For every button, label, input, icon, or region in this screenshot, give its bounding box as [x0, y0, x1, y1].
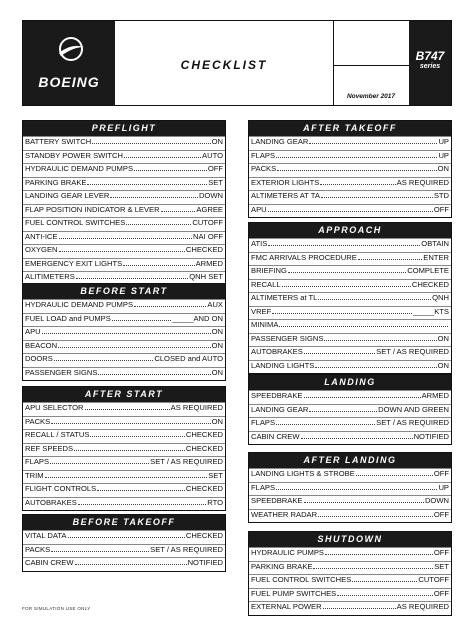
checklist-response: OFF [433, 204, 449, 214]
leader-dots [76, 272, 188, 279]
leader-dots [161, 205, 196, 212]
checklist-item: AUTOBRAKES [251, 347, 303, 356]
leader-dots [272, 307, 412, 314]
leader-dots [50, 457, 149, 464]
checklist-item: CABIN CREW [251, 431, 300, 441]
checklist-item: PARKING BRAKE [251, 561, 313, 571]
leader-dots [74, 444, 185, 451]
leader-dots [42, 327, 211, 334]
section-title: AFTER LANDING [249, 453, 451, 468]
checklist-item: PACKS [25, 544, 51, 554]
leader-dots [124, 151, 201, 158]
leader-dots [68, 531, 185, 538]
checklist-response: NOTIFIED [187, 558, 223, 567]
checklist-row [249, 417, 451, 431]
checklist-row [23, 367, 225, 381]
checklist-row [23, 326, 225, 340]
checklist-row [249, 561, 451, 575]
leader-dots [51, 545, 149, 552]
checklist-row [23, 244, 225, 258]
checklist-response: AUTO [202, 150, 223, 160]
checklist-row [249, 547, 451, 561]
leader-dots [134, 300, 206, 307]
checklist-item: ALTIMETERS AT TA [251, 191, 320, 200]
checklist-item: VREF [251, 306, 272, 316]
boeing-emblem-icon [57, 35, 85, 63]
leader-dots [51, 417, 210, 424]
checklist-row [23, 557, 225, 571]
checklist-item: ALITIMETERS [25, 272, 75, 281]
checklist-response: AS REQUIRED [396, 602, 449, 611]
footer-note: FOR SIMULATION USE ONLY [22, 606, 91, 611]
leader-dots [87, 178, 207, 185]
checklist-response: ARMED [195, 258, 223, 268]
leader-dots [304, 347, 375, 354]
checklist-response: SET [208, 470, 223, 480]
checklist-row [249, 190, 451, 204]
leader-dots [304, 391, 421, 398]
checklist-item: LANDING GEAR [251, 137, 309, 146]
checklist-response: CUTOFF [192, 218, 223, 227]
leader-dots [276, 151, 437, 158]
checklist-item: LANDING GEAR [251, 404, 309, 414]
leader-dots [268, 205, 433, 212]
checklist-item: OXYGEN [25, 245, 58, 254]
checklist-row [23, 150, 225, 164]
leader-dots [90, 430, 184, 437]
checklist-row [249, 163, 451, 177]
checklist-response: QNH SET [189, 272, 223, 281]
checklist-response: SET / AS REQUIRED [376, 347, 449, 356]
checklist-row [23, 530, 225, 544]
checklist-item: FLAPS [251, 482, 276, 492]
checklist-item: FLIGHT CONTROLS [25, 484, 97, 493]
checklist-item: PASSENGER SIGNS [25, 367, 98, 377]
leader-dots [78, 498, 206, 505]
checklist-item: HYDRAULIC DEMAND PUMPS [25, 164, 134, 173]
leader-dots [309, 405, 377, 412]
checklist-response: DOWN AND GREEN [378, 404, 449, 414]
checklist-row [23, 402, 225, 416]
leader-dots [134, 164, 207, 171]
checklist-response: RTO [207, 497, 223, 507]
brand-name: BOEING [38, 74, 100, 90]
checklist-response: OFF [207, 164, 223, 173]
leader-dots [279, 320, 448, 327]
checklist-row [23, 429, 225, 443]
divider [333, 65, 409, 66]
checklist-item: ALTIMETERS at TL [251, 293, 318, 302]
leader-dots [320, 178, 395, 185]
checklist-row [23, 204, 225, 218]
checklist-row [23, 416, 225, 430]
checklist-response: ON [437, 360, 449, 370]
leader-dots [315, 361, 436, 368]
section-after-takeoff [248, 120, 452, 218]
aircraft-model: B747 [415, 49, 445, 63]
checklist-response: OFF [433, 588, 449, 598]
checklist-row [249, 319, 451, 333]
checklist-response: AGREE [196, 204, 223, 214]
checklist-row [249, 306, 451, 320]
leader-dots [325, 548, 433, 555]
aircraft-series: series [419, 63, 441, 70]
checklist-item: BEACON [25, 340, 58, 350]
checklist-item: HYDRAULIC PUMPS [251, 548, 324, 557]
checklist-response: STD [433, 191, 449, 200]
checklist-response: UP [438, 482, 449, 492]
checklist-item: ANTI-ICE [25, 231, 58, 241]
leader-dots [318, 510, 433, 517]
checklist-response: OFF [433, 548, 449, 557]
checklist-item: WEATHER RADAR [251, 509, 318, 519]
checklist-item: EMERGENCY EXIT LIGHTS [25, 258, 123, 268]
checklist-item: LANDING LIGHTS & STROBE [251, 469, 355, 478]
page-title: CHECKLIST [180, 58, 268, 72]
checklist-response: ON [211, 340, 223, 350]
leader-dots [54, 354, 153, 361]
checklist-response: CHECKED [185, 531, 223, 540]
checklist-row [249, 468, 451, 482]
checklist-item: PARKING BRAKE [25, 177, 87, 187]
checklist-response: OFF [433, 509, 449, 519]
checklist-item: APU [25, 327, 41, 336]
checklist-row [249, 588, 451, 602]
checklist-row [249, 431, 451, 445]
checklist-response: CHECKED [185, 245, 223, 254]
checklist-row [23, 177, 225, 191]
checklist-item: LANDING GEAR LEVER [25, 191, 110, 200]
aircraft-model-box [409, 21, 451, 105]
leader-dots [123, 259, 194, 266]
checklist-row [23, 456, 225, 470]
divider [333, 21, 334, 105]
checklist-response: NAI OFF [193, 231, 223, 241]
leader-dots [98, 368, 210, 375]
checklist-response: UP [438, 150, 449, 160]
checklist-item: STANDBY POWER SWITCH [25, 150, 124, 160]
checklist-response: ON [211, 416, 223, 426]
checklist-response: ARMED [421, 391, 449, 400]
section-preflight [22, 120, 226, 286]
leader-dots [59, 232, 193, 239]
checklist-row [249, 279, 451, 293]
checklist-item: FMC ARRIVALS PROCEDURE [251, 252, 357, 262]
section-after-start [22, 386, 226, 511]
checklist-response: ON [211, 367, 223, 377]
checklist-response: SET / AS REQUIRED [376, 418, 449, 427]
checklist-item: BRIEFING [251, 266, 287, 275]
checklist-item: REF SPEEDS [25, 443, 74, 453]
checklist-row [23, 258, 225, 272]
checklist-item: SPEEDBRAKE [251, 391, 303, 400]
checklist-row [249, 150, 451, 164]
checklist-item: AUTOBRAKES [25, 497, 77, 507]
checklist-row [23, 340, 225, 354]
leader-dots [126, 218, 191, 225]
checklist-row [23, 136, 225, 150]
checklist-row [23, 163, 225, 177]
checklist-row [249, 574, 451, 588]
checklist-row [249, 346, 451, 360]
checklist-response: CHECKED [185, 430, 223, 439]
checklist-item: FLAPS [25, 457, 50, 466]
checklist-response: CHECKED [411, 279, 449, 289]
checklist-response: COMPLETE [407, 266, 449, 275]
leader-dots [313, 562, 433, 569]
leader-dots [358, 253, 422, 260]
leader-dots [110, 191, 198, 198]
revision-date: November 2017 [346, 93, 396, 100]
checklist-item: FLAP POSITION INDICATOR & LEVER [25, 204, 160, 214]
leader-dots [59, 245, 185, 252]
checklist-row [249, 601, 451, 615]
checklist-response: OFF [433, 469, 449, 478]
checklist-item: TRIM [25, 470, 44, 480]
leader-dots [356, 469, 433, 476]
checklist-row [249, 509, 451, 523]
leader-dots [301, 432, 413, 439]
checklist-item: RECALL [251, 279, 281, 289]
checklist-response: DOWN [198, 191, 223, 200]
checklist-response: ON [211, 327, 223, 336]
checklist-item: SPEEDBRAKE [251, 496, 303, 505]
leader-dots [75, 558, 187, 565]
checklist-item: PACKS [251, 164, 277, 173]
checklist-item: MINIMA [251, 320, 279, 329]
checklist-row [249, 390, 451, 404]
checklist-row [249, 136, 451, 150]
checklist-row [23, 231, 225, 245]
checklist-item: APU [251, 204, 267, 214]
section-title: LANDING [249, 375, 451, 390]
leader-dots [321, 191, 433, 198]
leader-dots [112, 314, 172, 321]
section-before-takeoff [22, 514, 226, 572]
checklist-response: ON [437, 333, 449, 343]
leader-dots [337, 589, 433, 596]
leader-dots [92, 137, 210, 144]
checklist-row [23, 313, 225, 327]
leader-dots [324, 334, 436, 341]
checklist-response: DOWN [424, 496, 449, 505]
checklist-row [249, 292, 451, 306]
checklist-item: PACKS [25, 416, 51, 426]
checklist-response: ENTER [423, 252, 449, 262]
checklist-row [23, 299, 225, 313]
checklist-row [23, 544, 225, 558]
checklist-item: PASSENGER SIGNS [251, 333, 324, 343]
checklist-response: _____AND ON [172, 313, 223, 323]
checklist-item: VITAL DATA [25, 531, 67, 540]
section-landing [248, 374, 452, 445]
leader-dots [97, 484, 185, 491]
checklist-item: FUEL CONTROL SWITCHES [25, 218, 126, 227]
checklist-response: SET [208, 177, 223, 187]
checklist-item: CABIN CREW [25, 558, 74, 567]
checklist-response: ON [211, 137, 223, 146]
checklist-row [249, 482, 451, 496]
checklist-row [23, 483, 225, 497]
section-approach [248, 222, 452, 374]
leader-dots [323, 602, 396, 609]
leader-dots [45, 471, 208, 478]
checklist-item: FLAPS [251, 150, 276, 160]
checklist-row [249, 252, 451, 266]
leader-dots [288, 266, 406, 273]
checklist-row [249, 265, 451, 279]
section-title: BEFORE START [23, 284, 225, 299]
checklist-response: _____KTS [413, 306, 449, 316]
leader-dots [58, 341, 211, 348]
leader-dots [304, 496, 424, 503]
boeing-logo [23, 21, 115, 105]
checklist-row [23, 497, 225, 511]
checklist-item: EXTERIOR LIGHTS [251, 177, 320, 187]
leader-dots [276, 483, 437, 490]
checklist-row [23, 470, 225, 484]
checklist-row [249, 177, 451, 191]
checklist-item: FUEL LOAD and PUMPS [25, 313, 111, 323]
leader-dots [309, 137, 437, 144]
checklist-response: ON [437, 164, 449, 173]
checklist-item: DOORS [25, 354, 53, 363]
checklist-response: AS REQUIRED [170, 403, 223, 412]
checklist-row [23, 443, 225, 457]
checklist-row [249, 360, 451, 374]
checklist-response: CHECKED [185, 484, 223, 493]
checklist-response: SET [434, 561, 449, 571]
checklist-item: HYDRAULIC DEMAND PUMPS [25, 300, 134, 309]
section-before-start [22, 283, 226, 381]
checklist-response: CUTOFF [418, 575, 449, 584]
checklist-response: NOTIFIED [413, 431, 449, 441]
checklist-item: FUEL PUMP SWITCHES [251, 588, 337, 598]
section-title: BEFORE TAKEOFF [23, 515, 225, 530]
checklist-row [249, 404, 451, 418]
section-title: SHUTDOWN [249, 532, 451, 547]
checklist-row [249, 495, 451, 509]
checklist-response: SET / AS REQUIRED [150, 457, 223, 466]
checklist-response: SET / AS REQUIRED [150, 544, 223, 554]
checklist-response: AS REQUIRED [396, 177, 449, 187]
leader-dots [268, 239, 420, 246]
section-title: PREFLIGHT [23, 121, 225, 136]
leader-dots [352, 575, 417, 582]
checklist-header [22, 20, 452, 106]
checklist-response: CLOSED and AUTO [154, 354, 223, 363]
section-after-landing [248, 452, 452, 523]
checklist-item: RECALL / STATUS [25, 430, 90, 439]
checklist-item: APU SELECTOR [25, 403, 84, 412]
checklist-row [23, 353, 225, 367]
section-title: APPROACH [249, 223, 451, 238]
checklist-item: EXTERNAL POWER [251, 602, 322, 611]
checklist-item: ATIS [251, 239, 268, 248]
checklist-response: CHECKED [185, 443, 223, 453]
leader-dots [276, 418, 375, 425]
checklist-response: OBTAIN [421, 239, 449, 248]
section-title: AFTER START [23, 387, 225, 402]
checklist-row [249, 204, 451, 218]
checklist-row [249, 238, 451, 252]
checklist-row [23, 217, 225, 231]
checklist-item: FLAPS [251, 418, 276, 427]
checklist-response: QNH [432, 293, 449, 302]
leader-dots [85, 403, 170, 410]
checklist-response: AUX [207, 300, 223, 309]
checklist-row [249, 333, 451, 347]
section-title: AFTER TAKEOFF [249, 121, 451, 136]
section-shutdown [248, 531, 452, 616]
checklist-response: UP [438, 137, 449, 146]
checklist-item: BATTERY SWITCH [25, 137, 92, 146]
checklist-row [23, 190, 225, 204]
leader-dots [318, 293, 431, 300]
checklist-item: FUEL CONTROL SWITCHES [251, 575, 352, 584]
checklist-item: LANDING LIGHTS [251, 360, 315, 370]
leader-dots [277, 164, 436, 171]
leader-dots [282, 280, 411, 287]
